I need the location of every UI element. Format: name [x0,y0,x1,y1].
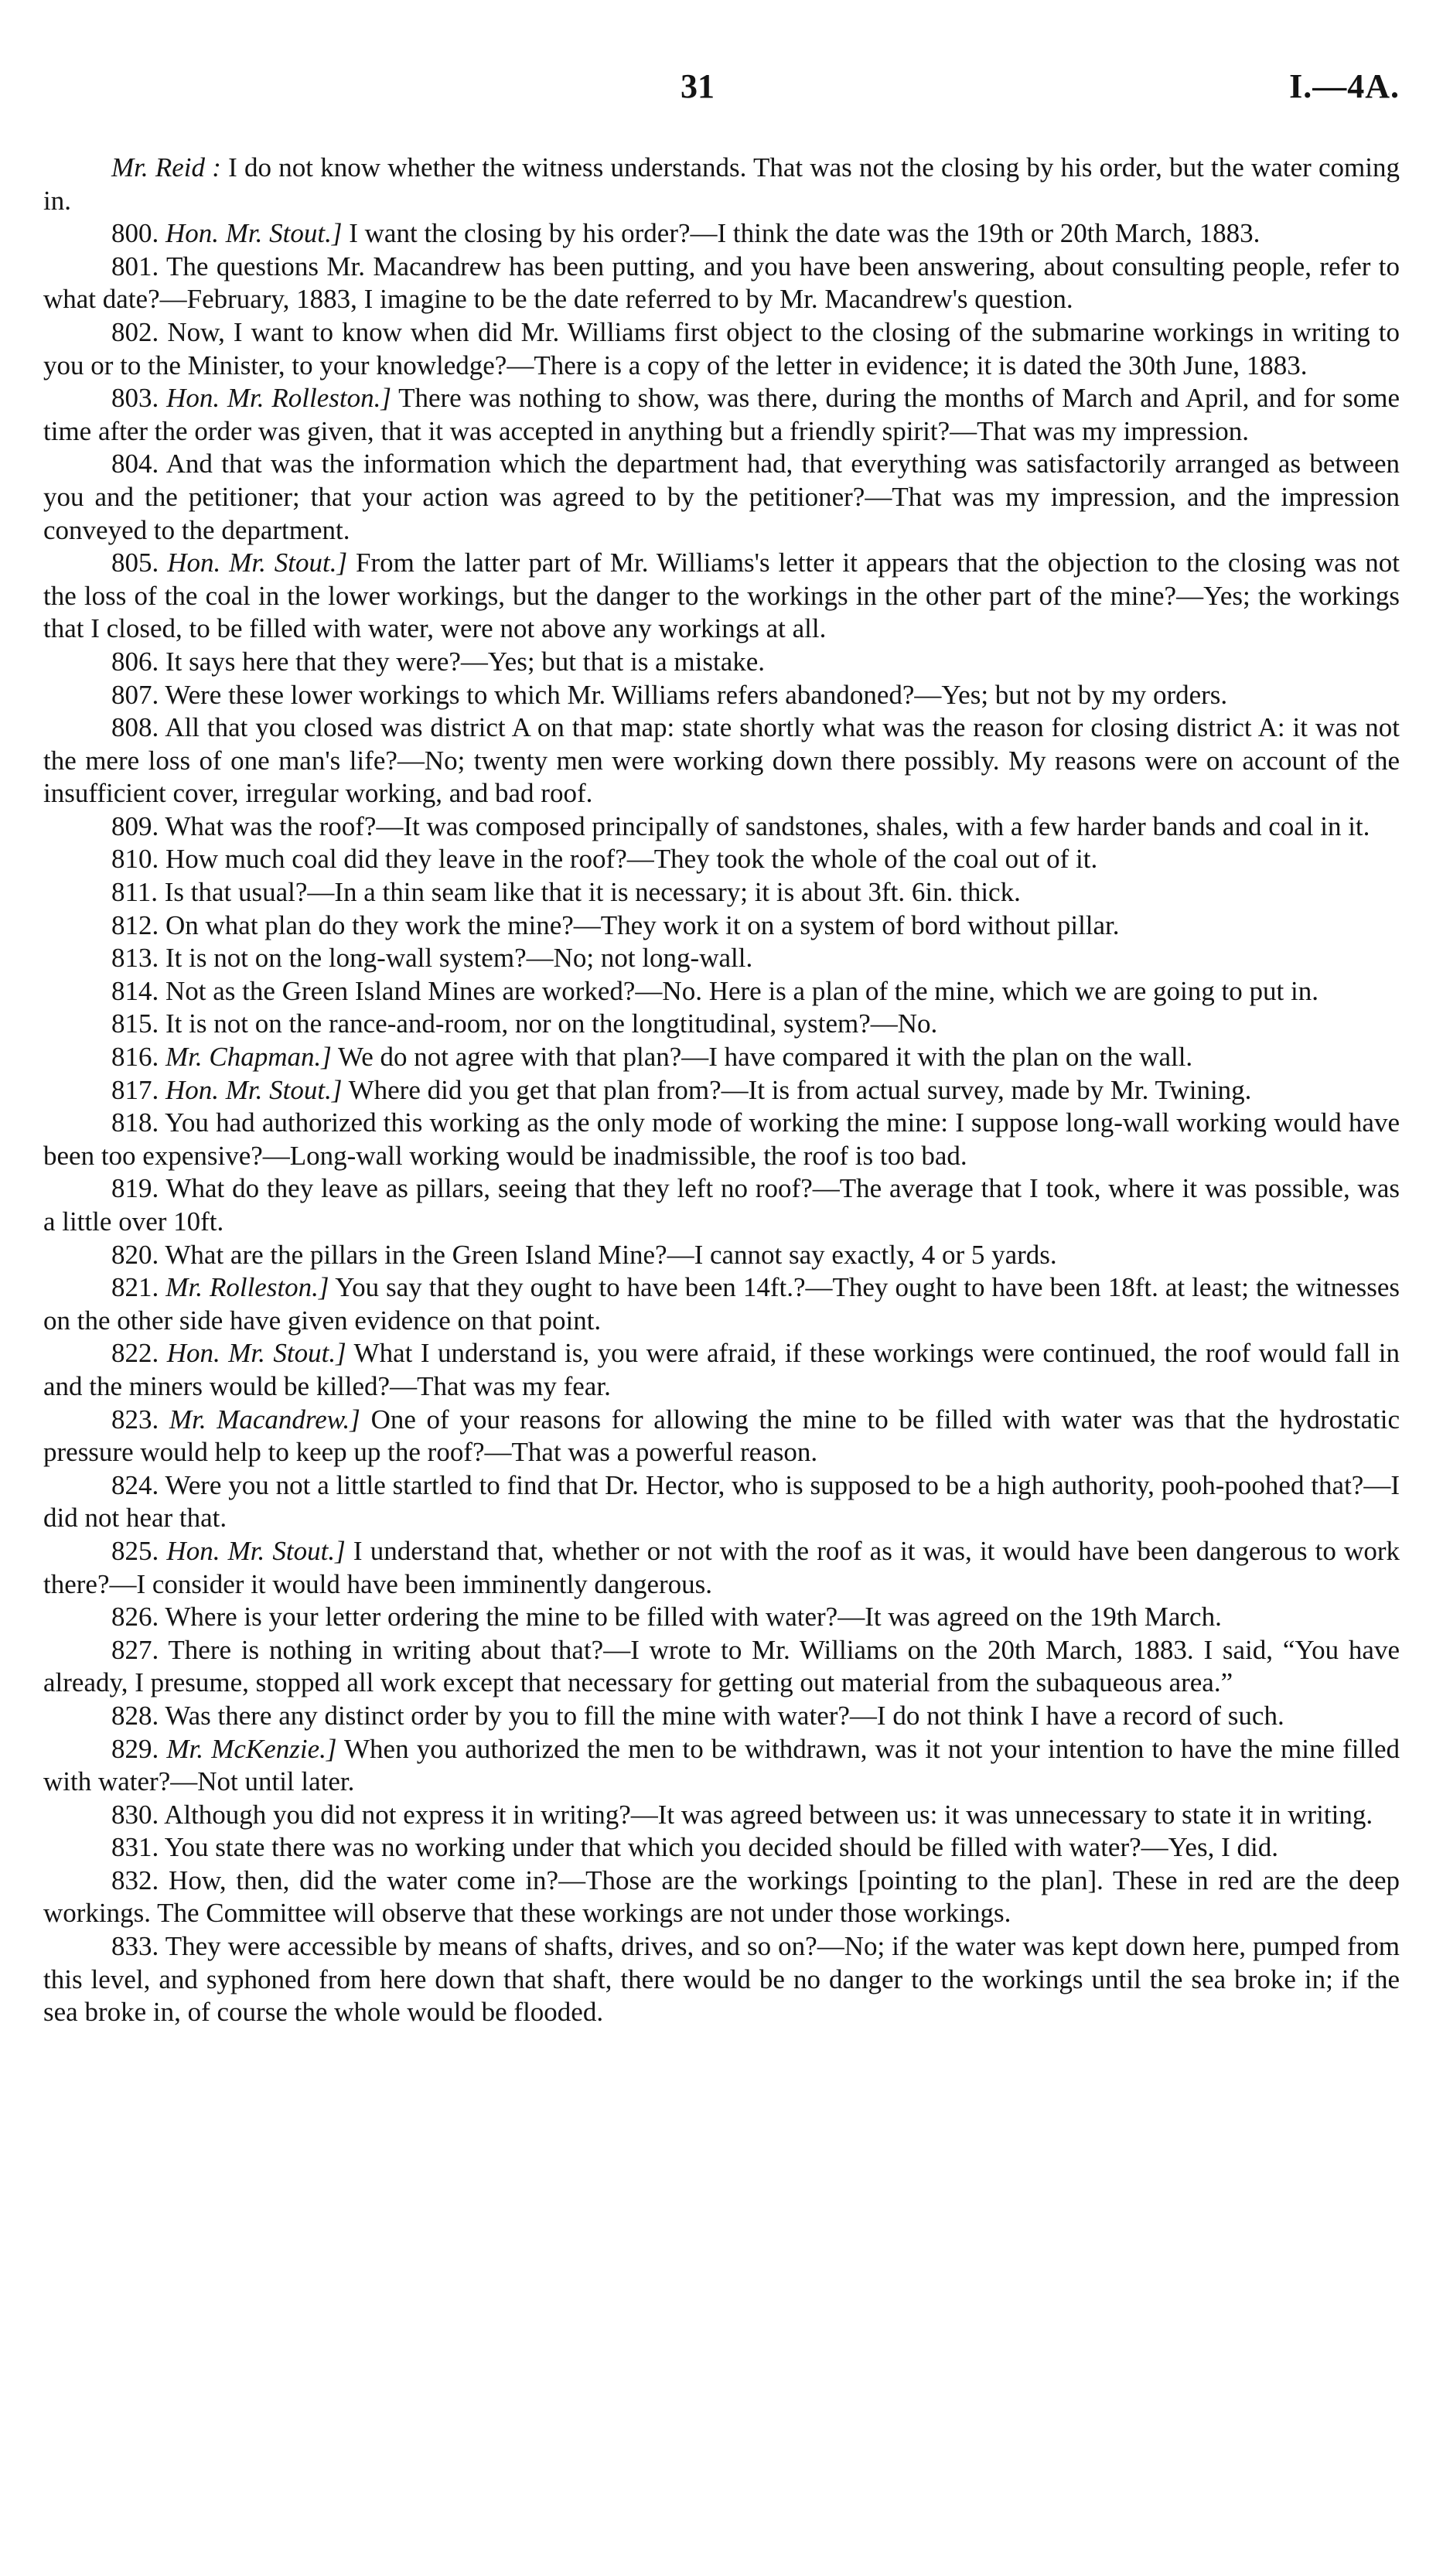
paragraph-text: It says here that they were?—Yes; but that is a mistake. [165,646,766,677]
question-number: 823. [111,1404,159,1435]
document-reference: I.—4A. [1289,67,1400,105]
paragraph-text: Where is your letter ordering the mine to be filled with water?—It was agreed on the 19th March. [165,1602,1222,1633]
question-number: 816. [111,1042,159,1073]
question-paragraph [43,1634,1400,1700]
question-paragraph [43,942,1400,975]
paragraph-text: What was the roof?—It was composed principally of sandstones, shales, with a few harder bands and coal in it. [165,810,1370,841]
question-number: 822. [111,1338,159,1369]
paragraph-text: Where did you get that plan from?—It is from actual survey, made by Mr. Twining. [342,1074,1252,1105]
question-number: 801. [111,251,159,281]
speaker-name: Mr. Rolleston.] [165,1272,329,1303]
question-paragraph [43,679,1400,712]
question-number: 828. [111,1700,159,1731]
paragraph-text: We do not agree with that plan?—I have compared it with the plan on the wall. [331,1042,1193,1073]
paragraph-text: One of your reasons for allowing the mine to be filled with water was that the hydrostatic pressure would help to keep up the roof?—That was a powerful reason. [43,1404,1400,1468]
paragraph-text: I understand that, whether or not with the roof as it was, it would have been dangerous to work there?—I consider it would have been imminently dangerous. [43,1535,1400,1599]
question-number: 814. [111,975,159,1006]
question-paragraph [43,251,1400,316]
question-number: 802. [111,316,159,347]
speaker-name: Hon. Mr. Stout.] [166,1535,346,1566]
paragraph-text: Were you not a little startled to find that Dr. Hector, who is supposed to be a high authority, pooh-poohed that?—I did not hear that. [43,1469,1400,1534]
speaker-name: Mr. Reid : [111,152,221,183]
question-number: 813. [111,943,159,974]
paragraph-text: Were these lower workings to which Mr. Williams refers abandoned?—Yes; but not by my orders. [165,679,1228,710]
question-number: 811. [111,877,158,908]
question-number: 821. [111,1272,159,1303]
question-paragraph [43,1865,1400,1930]
paragraph-text: Is that usual?—In a thin seam like that it is necessary; it is about 3ft. 6in. thick. [164,877,1021,908]
paragraph-text: What are the pillars in the Green Island Mine?—I cannot say exactly, 4 or 5 yards. [165,1239,1057,1270]
question-paragraph [43,547,1400,646]
paragraph-text: I do not know whether the witness understands. That was not the closing by his order, but the water coming in. [43,152,1400,216]
question-number: 833. [111,1931,159,1962]
question-paragraph [43,975,1400,1008]
question-number: 825. [111,1535,159,1566]
paragraph-text: They were accessible by means of shafts, drives, and so on?—No; if the water was kept down here, pumped from this level, and syphoned from here down that shaft, there would be no danger to the workings until the sea broke in; if the sea broke in, of course the whole would be flooded. [43,1931,1400,2028]
paragraph-text: There is nothing in writing about that?—I wrote to Mr. Williams on the 20th March, 1883. I said, “You have already, I presume, stopped all work except that necessary for getting out material from the subaqueous area.” [43,1634,1400,1698]
question-number: 807. [111,679,159,710]
question-number: 831. [111,1832,159,1863]
question-paragraph [43,1404,1400,1469]
question-number: 827. [111,1634,159,1665]
paragraph-text: Was there any distinct order by you to fill the mine with water?—I do not think I have a record of such. [165,1700,1284,1731]
question-number: 806. [111,646,159,677]
question-paragraph [43,711,1400,810]
question-paragraph [43,843,1400,876]
question-paragraph [43,1074,1400,1107]
question-number: 817. [111,1074,159,1105]
paragraph-text: When you authorized the men to be withdrawn, was it not your intention to have the mine filled with water?—Not until later. [43,1733,1400,1797]
question-paragraph [43,217,1400,251]
question-paragraph [43,909,1400,943]
question-number: 829. [111,1733,159,1764]
question-number: 832. [111,1865,159,1895]
question-paragraph [43,382,1400,448]
question-number: 826. [111,1602,159,1633]
question-paragraph [43,1700,1400,1733]
question-paragraph [43,646,1400,679]
question-number: 810. [111,844,159,875]
paragraph-text: On what plan do they work the mine?—They work it on a system of bord without pillar. [165,909,1120,940]
question-number: 824. [111,1469,159,1500]
speaker-name: Hon. Mr. Stout.] [166,1338,346,1369]
paragraph-text: You say that they ought to have been 14ft.?—They ought to have been 18ft. at least; the witnesses on the other side have given evidence on that point. [43,1272,1400,1336]
paragraph-text: The questions Mr. Macandrew has been putting, and you have been answering, about consulting people, refer to what date?—February, 1883, I imagine to be the date referred to by Mr. Macandrew's question. [43,251,1400,315]
minutes-of-evidence [43,152,1400,2029]
question-paragraph [43,1601,1400,1634]
paragraph-text: It is not on the rance-and-room, nor on the longtitudinal, system?—No. [165,1008,938,1039]
speaker-name: Hon. Mr. Stout.] [165,218,343,249]
question-paragraph [43,1008,1400,1041]
question-number: 815. [111,1008,159,1039]
question-number: 808. [111,712,159,743]
question-number: 818. [111,1107,159,1138]
question-paragraph [43,1469,1400,1535]
question-paragraph [43,1733,1400,1799]
question-paragraph [43,448,1400,547]
paragraph-text: From the latter part of Mr. Williams's letter it appears that the objection to the closing was not the loss of the coal in the lower workings, but the danger to the workings in the other part of the mine?—Yes; the workings that I closed, to be filled with water, were not above any workings at all. [43,548,1400,644]
question-paragraph [43,1172,1400,1238]
question-number: 830. [111,1799,159,1830]
speaker-name: Mr. McKenzie.] [166,1733,337,1764]
speaker-name: Mr. Chapman.] [165,1042,332,1073]
question-paragraph [43,1271,1400,1337]
question-paragraph [43,1535,1400,1601]
speaker-name: Hon. Mr. Rolleston.] [166,383,391,414]
question-paragraph [43,1239,1400,1272]
question-number: 812. [111,909,159,940]
question-paragraph [43,1799,1400,1832]
question-number: 804. [111,449,159,479]
question-paragraph [43,1041,1400,1074]
page-header [0,67,1443,113]
question-number: 800. [111,218,159,249]
question-paragraph [43,1337,1400,1403]
question-paragraph [43,316,1400,382]
paragraph-text: You had authorized this working as the only mode of working the mine: I suppose long-wall working would have been too expensive?—Long-wall working would be inadmissible, the roof is too bad. [43,1107,1400,1171]
paragraph-text: All that you closed was district A on that map: state shortly what was the reason for closing district A: it was not the mere loss of one man's life?—No; twenty men were working down there possibly. My reasons were on account of the insufficient cover, irregular working, and bad roof. [43,712,1400,809]
paragraph-text: Not as the Green Island Mines are worked?—No. Here is a plan of the mine, which we are going to put in. [165,975,1318,1006]
question-paragraph [43,876,1400,909]
paragraph-text: It is not on the long-wall system?—No; not long-wall. [165,943,753,974]
paragraph-text: How, then, did the water come in?—Those are the workings [pointing to the plan]. These in red are the deep workings. The Committee will observe that these workings are not under those workings. [43,1865,1400,1929]
paragraph-text: You state there was no working under that which you decided should be filled with water?—Yes, I did. [164,1832,1278,1863]
question-number: 803. [111,383,159,414]
question-paragraph [43,1107,1400,1172]
paragraph-text: And that was the information which the department had, that everything was satisfactorily arranged as between you and the petitioner; that your action was agreed to by the petitioner?—That was my impression, and the impression conveyed to the department. [43,449,1400,545]
question-number: 805. [111,548,159,578]
paragraph-text: Although you did not express it in writing?—It was agreed between us: it was unnecessary to state it in writing. [164,1799,1373,1830]
speaker-name: Hon. Mr. Stout.] [165,1074,343,1105]
paragraph-text: There was nothing to show, was there, during the months of March and April, and for some time after the order was given, that it was accepted in anything but a friendly spirit?—That was my impression. [43,383,1400,446]
paragraph-text: What do they leave as pillars, seeing that they left no roof?—The average that I took, where it was possible, was a little over 10ft. [43,1173,1400,1237]
page-number: 31 [681,67,715,105]
question-number: 819. [111,1173,159,1204]
question-number: 820. [111,1239,159,1270]
question-paragraph [43,810,1400,844]
speaker-name: Hon. Mr. Stout.] [167,548,348,578]
speaker-name: Mr. Macandrew.] [169,1404,360,1435]
question-number: 809. [111,810,159,841]
paragraph-text: What I understand is, you were afraid, if these workings were continued, the roof would fall in and the miners would be killed?—That was my fear. [43,1338,1400,1401]
paragraph-text: Now, I want to know when did Mr. Williams first object to the closing of the submarine workings in writing to you or to the Minister, to your knowledge?—There is a copy of the letter in evidence; it is dated the 30th June, 1883. [43,316,1400,380]
paragraph-text: I want the closing by his order?—I think the date was the 19th or 20th March, 1883. [342,218,1260,249]
paragraph-text: How much coal did they leave in the roof?—They took the whole of the coal out of it. [165,844,1098,875]
question-paragraph [43,1930,1400,2029]
question-paragraph [43,1831,1400,1865]
question-paragraph [43,152,1400,217]
